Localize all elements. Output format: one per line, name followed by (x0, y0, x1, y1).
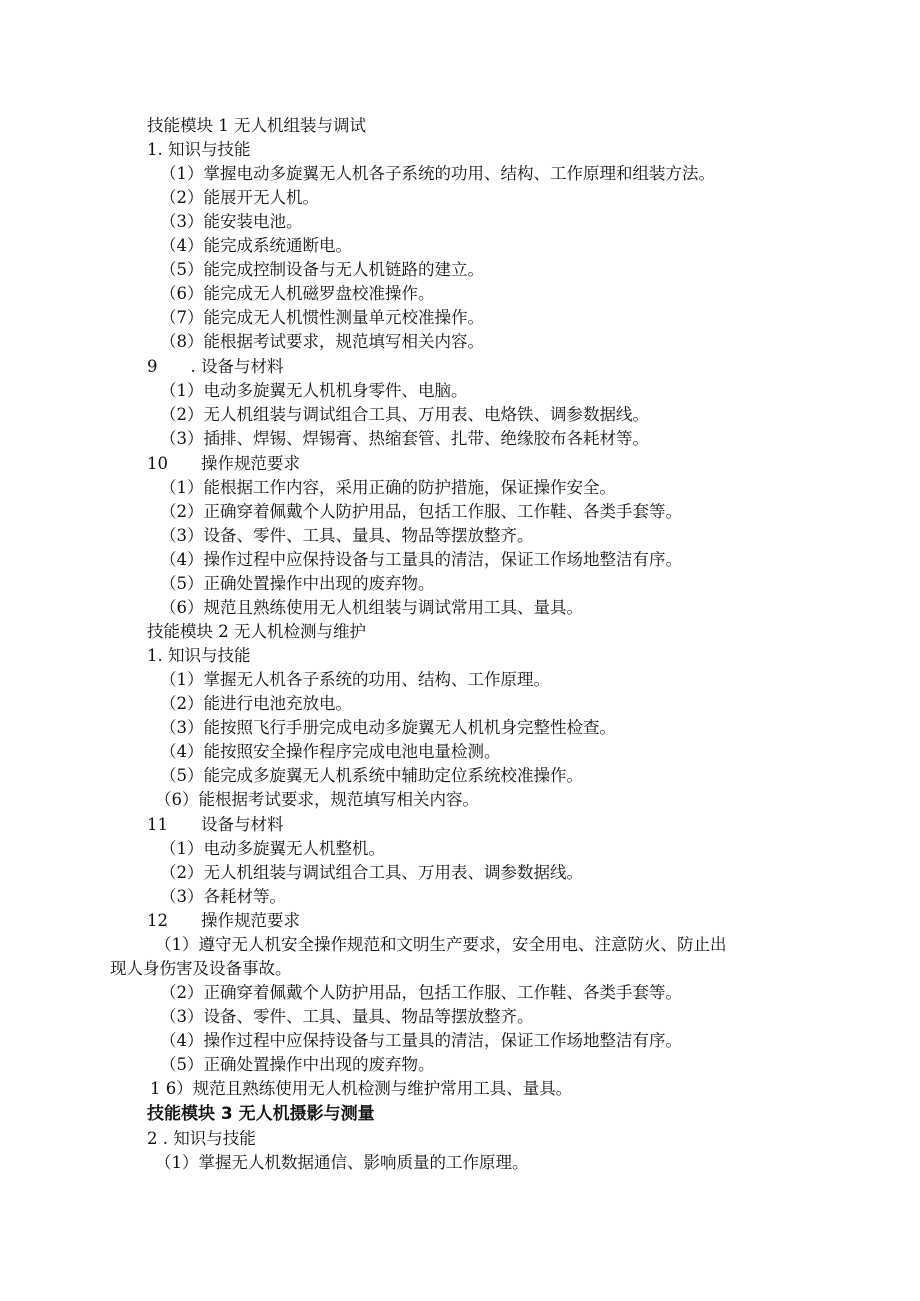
module-2-title: 技能模块 2 无人机检测与维护 (147, 622, 366, 641)
m1-knowledge-item: （1）掌握电动多旋翼无人机各子系统的功用、结构、工作原理和组装方法。 (160, 164, 715, 183)
m2-knowledge-heading: 1. 知识与技能 (147, 646, 251, 665)
m1-knowledge-item: （2）能展开无人机。 (160, 188, 319, 207)
m2-equipment-item: （3）各耗材等。 (160, 887, 286, 906)
m1-operation-item: （5）正确处置操作中出现的废弃物。 (160, 574, 435, 593)
m2-operation-item: （5）正确处置操作中出现的废弃物。 (160, 1055, 435, 1074)
m1-knowledge-item: （6）能完成无人机磁罗盘校准操作。 (160, 284, 435, 303)
m1-equipment-heading: 9 . 设备与材料 (147, 357, 284, 376)
m2-knowledge-item: （2）能进行电池充放电。 (160, 694, 352, 713)
m2-knowledge-item: （4）能按照安全操作程序完成电池电量检测。 (160, 742, 501, 761)
m2-knowledge-item: （1）掌握无人机各子系统的功用、结构、工作原理。 (160, 670, 550, 689)
m2-operation-item: 1 6）规范且熟练使用无人机检测与维护常用工具、量具。 (150, 1079, 573, 1098)
m2-equipment-item: （2）无人机组装与调试组合工具、万用表、调参数据线。 (160, 863, 583, 882)
m2-operation-item: （3）设备、零件、工具、量具、物品等摆放整齐。 (160, 1007, 534, 1026)
m3-knowledge-heading: 2 . 知识与技能 (147, 1129, 256, 1148)
m1-knowledge-item: （4）能完成系统通断电。 (160, 236, 352, 255)
m1-knowledge-item: （5）能完成控制设备与无人机链路的建立。 (160, 260, 484, 279)
m2-knowledge-item: （3）能按照飞行手册完成电动多旋翼无人机机身完整性检查。 (160, 718, 616, 737)
m1-equipment-item: （3）插排、焊锡、焊锡膏、热缩套管、扎带、绝缘胶布各耗材等。 (160, 429, 649, 448)
m1-equipment-item: （1）电动多旋翼无人机机身零件、电脑。 (160, 381, 468, 400)
m1-operation-item: （3）设备、零件、工具、量具、物品等摆放整齐。 (160, 526, 534, 545)
m1-knowledge-item: （7）能完成无人机惯性测量单元校准操作。 (160, 308, 484, 327)
m2-operation-item: （2）正确穿着佩戴个人防护用品，包括工作服、工作鞋、各类手套等。 (160, 983, 682, 1002)
m2-knowledge-item: （5）能完成多旋翼无人机系统中辅助定位系统校准操作。 (160, 766, 583, 785)
module-3-title: 技能模块 3 无人机摄影与测量 (147, 1104, 375, 1124)
m1-operation-item: （4）操作过程中应保持设备与工量具的清洁，保证工作场地整洁有序。 (160, 550, 682, 569)
m2-equipment-heading: 11 设备与材料 (147, 815, 284, 834)
m1-knowledge-item: （3）能安装电池。 (160, 212, 303, 231)
m1-knowledge-item: （8）能根据考试要求，规范填写相关内容。 (160, 332, 484, 351)
m1-operation-item: （2）正确穿着佩戴个人防护用品，包括工作服、工作鞋、各类手套等。 (160, 502, 682, 521)
m2-operation-item: （4）操作过程中应保持设备与工量具的清洁，保证工作场地整洁有序。 (160, 1031, 682, 1050)
m2-equipment-item: （1）电动多旋翼无人机整机。 (160, 839, 385, 858)
m1-operation-heading: 10 操作规范要求 (147, 454, 300, 473)
m2-operation-item-cont: 现人身伤害及设备事故。 (110, 959, 292, 978)
module-1-title: 技能模块 1 无人机组装与调试 (147, 116, 366, 135)
m1-operation-item: （1）能根据工作内容，采用正确的防护措施，保证操作安全。 (160, 478, 616, 497)
m1-knowledge-heading: 1. 知识与技能 (147, 140, 251, 159)
m2-operation-heading: 12 操作规范要求 (147, 911, 300, 930)
m3-knowledge-item: （1）掌握无人机数据通信、影响质量的工作原理。 (155, 1153, 529, 1172)
m1-equipment-item: （2）无人机组装与调试组合工具、万用表、电烙铁、调参数据线。 (160, 405, 649, 424)
m2-knowledge-item: （6）能根据考试要求，规范填写相关内容。 (155, 790, 479, 809)
m2-operation-item: （1）遵守无人机安全操作规范和文明生产要求，安全用电、注意防火、防止出 (155, 935, 727, 954)
m1-operation-item: （6）规范且熟练使用无人机组装与调试常用工具、量具。 (160, 598, 583, 617)
